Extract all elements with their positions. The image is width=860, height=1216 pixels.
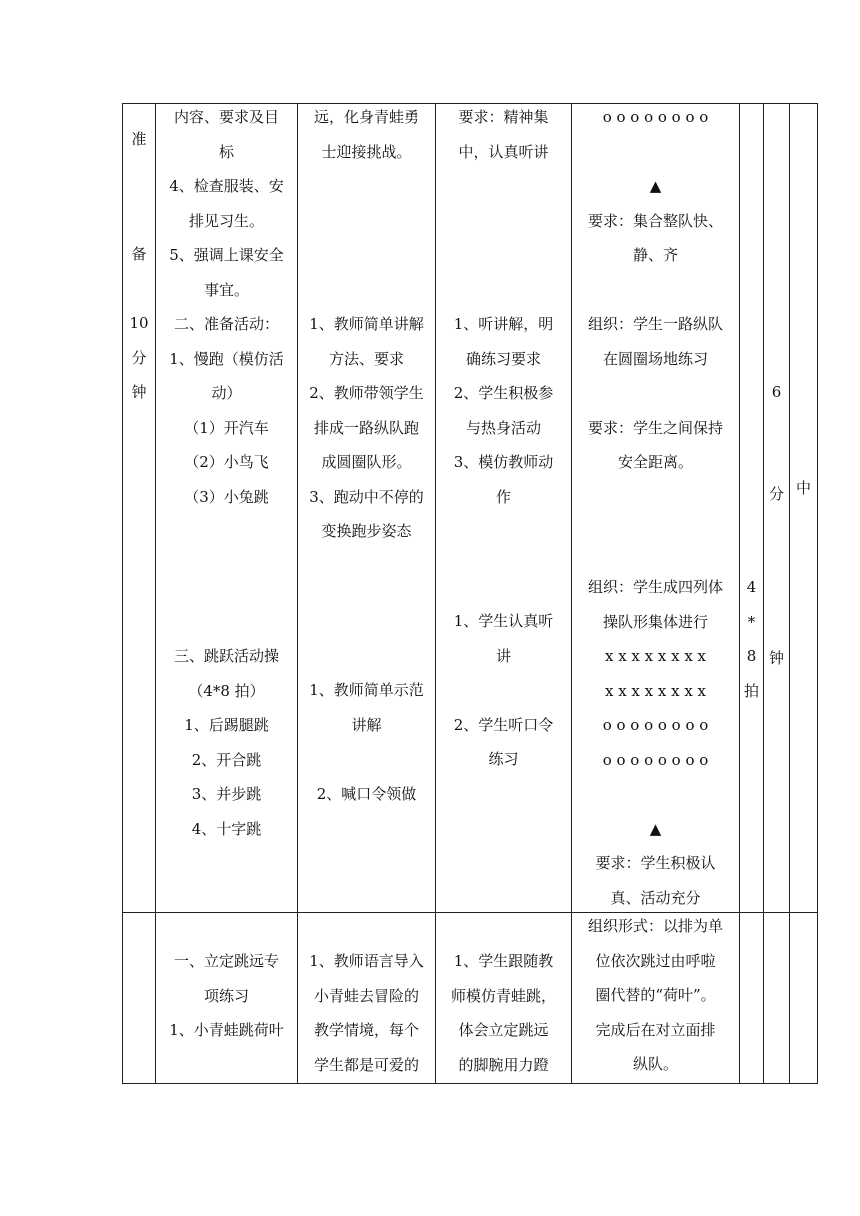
student-line: 1、学生认真听 bbox=[453, 612, 554, 630]
teacher-line: 学生都是可爱的 bbox=[313, 1055, 419, 1074]
intensity-label: 中 bbox=[795, 479, 811, 497]
teacher-cell bbox=[298, 913, 436, 1084]
time-cell bbox=[764, 913, 790, 1084]
content-line: 动） bbox=[211, 384, 242, 402]
content-line: （4*8 拍） bbox=[188, 681, 265, 700]
stage-line: 钟 bbox=[131, 383, 147, 401]
student-line: 确练习要求 bbox=[465, 349, 541, 368]
intensity-cell bbox=[790, 104, 818, 913]
content-line: 事宜。 bbox=[203, 280, 249, 299]
count-line: 拍 bbox=[743, 681, 759, 700]
teacher-position-marker: ▲ bbox=[649, 819, 662, 838]
org-line: 真、活动充分 bbox=[610, 888, 701, 907]
content-line: 标 bbox=[218, 142, 234, 161]
org-line: 组织形式：以排为单 bbox=[587, 917, 723, 935]
student-line: 练习 bbox=[488, 750, 519, 768]
table-row bbox=[123, 104, 818, 913]
student-line: 要求：精神集 bbox=[458, 108, 549, 126]
teacher-line: 讲解 bbox=[351, 715, 382, 734]
org-line: 完成后在对立面排 bbox=[595, 1020, 716, 1039]
org-line bbox=[572, 777, 739, 812]
content-line: 4、检查服装、安 bbox=[169, 177, 284, 195]
time-line: 6 bbox=[771, 383, 782, 401]
teacher-line: 变换跑步姿态 bbox=[321, 522, 412, 540]
content-line: 5、强调上课安全 bbox=[169, 246, 284, 264]
org-line: 组织：学生成四列体 bbox=[587, 578, 723, 596]
student-line bbox=[436, 673, 571, 708]
teacher-line: 士迎接挑战。 bbox=[321, 142, 412, 161]
content-line: 1、慢跑（模仿活 bbox=[169, 349, 284, 368]
teacher-line: 远，化身青蛙勇 bbox=[313, 108, 419, 126]
formation-row: x x x x x x x x bbox=[604, 681, 707, 700]
organization-cell bbox=[572, 913, 740, 1084]
org-line bbox=[572, 376, 739, 411]
student-line: 中，认真听讲 bbox=[458, 142, 549, 161]
stage-label bbox=[123, 104, 155, 912]
content-line: 项练习 bbox=[203, 986, 249, 1005]
org-line: 要求：学生之间保持 bbox=[587, 418, 723, 437]
student-line: 与热身活动 bbox=[465, 418, 541, 437]
stage-line: 准 bbox=[131, 130, 147, 148]
stage-cell bbox=[123, 104, 156, 913]
org-line: 要求：学生积极认 bbox=[595, 854, 716, 872]
content-line: 3、并步跳 bbox=[191, 785, 262, 803]
time-cell bbox=[764, 104, 790, 913]
organization-cell bbox=[572, 104, 740, 913]
count-cell bbox=[740, 104, 764, 913]
teacher-line: 排成一路纵队跑 bbox=[313, 418, 419, 437]
teacher-line: 1、教师简单示范 bbox=[309, 681, 424, 699]
org-line: 静、齐 bbox=[632, 246, 678, 264]
student-line: 3、模仿教师动 bbox=[453, 453, 554, 471]
student-line: 作 bbox=[495, 487, 511, 506]
stage-line: 备 bbox=[131, 245, 147, 263]
student-cell bbox=[436, 913, 572, 1084]
formation-row: o o o o o o o o bbox=[602, 750, 709, 769]
teacher-line: 1、教师语言导入 bbox=[309, 952, 424, 970]
count-line: 8 bbox=[746, 647, 757, 665]
content-line: 1、小青蛙跳荷叶 bbox=[169, 1021, 284, 1039]
content-line: 4、十字跳 bbox=[191, 819, 262, 838]
content-line: 一、立定跳远专 bbox=[173, 952, 279, 970]
content-line: 1、后踢腿跳 bbox=[184, 716, 269, 734]
stage-cell bbox=[123, 913, 156, 1084]
student-cell bbox=[436, 104, 572, 913]
content-cell bbox=[156, 104, 298, 913]
content-line: 内容、要求及目 bbox=[173, 108, 279, 126]
lesson-plan-table bbox=[122, 103, 818, 1084]
teacher-line: 3、跑动中不停的 bbox=[309, 487, 424, 506]
org-line: 在圆圈场地练习 bbox=[602, 349, 708, 368]
org-line: 位依次跳过由呼啦 bbox=[595, 951, 716, 970]
content-line: 三、跳跃活动操 bbox=[173, 647, 279, 665]
org-line: 圈代替的“荷叶”。 bbox=[595, 986, 716, 1004]
student-line: 2、学生听口令 bbox=[453, 715, 554, 734]
student-line: 的脚腕用力蹬 bbox=[458, 1055, 549, 1074]
org-line: 纵队。 bbox=[632, 1055, 678, 1073]
time-line: 分 bbox=[768, 485, 784, 503]
count-cell bbox=[740, 913, 764, 1084]
content-line: 排见习生。 bbox=[188, 211, 264, 230]
teacher-line: 1、教师简单讲解 bbox=[309, 315, 424, 333]
org-line bbox=[572, 135, 739, 170]
org-line: 安全距离。 bbox=[617, 453, 693, 471]
teacher-line: 方法、要求 bbox=[328, 349, 404, 368]
table-row bbox=[123, 913, 818, 1084]
content-line: （1）开汽车 bbox=[184, 418, 269, 437]
org-line: 组织：学生一路纵队 bbox=[587, 315, 723, 333]
teacher-line: 教学情境，每个 bbox=[313, 1021, 419, 1039]
student-line: 2、学生积极参 bbox=[453, 384, 554, 402]
intensity-cell bbox=[790, 913, 818, 1084]
teacher-line: 成圆圈队形。 bbox=[321, 453, 412, 471]
content-line: 二、准备活动： bbox=[173, 315, 279, 333]
content-line: 2、开合跳 bbox=[191, 750, 262, 769]
student-line: 讲 bbox=[495, 646, 511, 665]
teacher-line: 小青蛙去冒险的 bbox=[313, 986, 419, 1005]
student-line: 师模仿青蛙跳， bbox=[450, 986, 556, 1005]
stage-line: 分 bbox=[131, 348, 147, 367]
student-line: 体会立定跳远 bbox=[458, 1021, 549, 1039]
org-line: 操队形集体进行 bbox=[602, 612, 708, 631]
teacher-cell bbox=[298, 104, 436, 913]
formation-row: o o o o o o o o bbox=[602, 716, 709, 734]
teacher-line: 2、教师带领学生 bbox=[309, 384, 424, 402]
count-line: 4 bbox=[746, 578, 757, 596]
student-line: 1、学生跟随教 bbox=[453, 952, 554, 970]
teacher-line bbox=[298, 742, 435, 777]
student-line: 1、听讲解，明 bbox=[453, 315, 554, 333]
time-line: 钟 bbox=[768, 649, 784, 667]
teacher-position-marker: ▲ bbox=[649, 177, 662, 195]
stage-line: 10 bbox=[129, 314, 149, 332]
teacher-line: 2、喊口令领做 bbox=[316, 784, 417, 803]
content-cell bbox=[156, 913, 298, 1084]
formation-row: o o o o o o o o bbox=[602, 108, 709, 126]
count-line: * bbox=[747, 612, 756, 631]
content-line: （2）小鸟飞 bbox=[184, 453, 269, 471]
org-line: 要求：集合整队快、 bbox=[587, 211, 723, 230]
content-line: （3）小兔跳 bbox=[184, 487, 269, 506]
formation-row: x x x x x x x x bbox=[604, 647, 707, 665]
